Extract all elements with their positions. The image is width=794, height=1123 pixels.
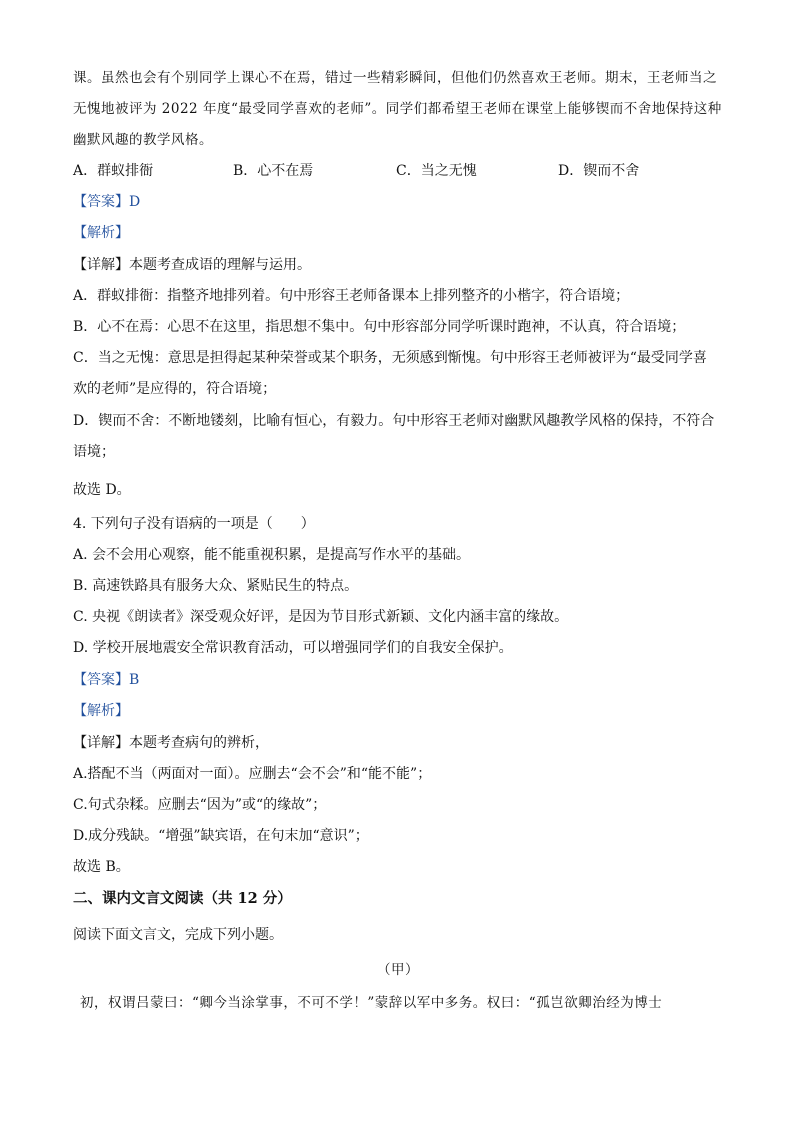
q3-detail-intro: 【详解】本题考查成语的理解与运用。 <box>73 257 311 273</box>
q3-detail-a: A．群蚁排衙：指整齐地排列着。句中形容王老师备课本上排列整齐的小楷字，符合语境； <box>73 288 630 304</box>
q3-answer-text: 【答案】D <box>73 194 141 210</box>
passage-top-line-1: 课。虽然也会有个别同学上课心不在焉，错过一些精彩瞬间，但他们仍然喜欢王老师。期末，王老师当之 <box>73 70 717 86</box>
q3-option-b: B．心不在焉 <box>233 163 314 179</box>
passage-label: （甲） <box>377 962 419 978</box>
q3-answer <box>73 192 723 212</box>
q4-option-a: A. 会不会用心观察，能不能重视积累，是提高写作水平的基础。 <box>73 547 471 563</box>
q4-answer: 【答案】B <box>73 672 140 688</box>
q3-conclusion: 故选 D。 <box>73 482 131 498</box>
q4-option-d: D. 学校开展地震安全常识教育活动，可以增强同学们的自我安全保护。 <box>73 640 513 656</box>
section-2-heading: 二、课内文言文阅读（共 12 分） <box>73 890 292 907</box>
q4-detail-c: C.句式杂糅。应删去“因为”或“的缘故”； <box>73 797 327 813</box>
q4-detail-a: A.搭配不当（两面对一面）。应删去“会不会”和“能不能”； <box>73 766 432 782</box>
q4-detail-d: D.成分残缺。“增强”缺宾语，在句末加“意识”； <box>73 828 369 844</box>
q3-detail-c-line-2: 欢的老师”是应得的，符合语境； <box>73 381 277 397</box>
q3-option-d: D．锲而不舍 <box>558 163 640 179</box>
passage-top-line-2: 无愧地被评为 2022 年度“最受同学喜欢的老师”。同学们都希望王老师在课堂上能够锲而不舍地保持这种 <box>73 101 722 117</box>
passage-top-line-3: 幽默风趣的教学风格。 <box>73 132 213 148</box>
q4-analysis-label: 【解析】 <box>73 703 129 719</box>
q3-option-c: C．当之无愧 <box>396 163 477 179</box>
q4-option-b: B. 高速铁路具有服务大众、紧贴民生的特点。 <box>73 578 359 594</box>
q3-option-a: A．群蚁排衙 <box>73 163 154 179</box>
q4-option-c: C. 央视《朗读者》深受观众好评，是因为节目形式新颖、文化内涵丰富的缘故。 <box>73 609 569 625</box>
q4-question: 4. 下列句子没有语病的一项是（ ） <box>73 516 315 532</box>
q3-detail-d-line-2: 语境； <box>73 444 115 460</box>
q3-detail-c-line-1: C．当之无愧：意思是担得起某种荣誉或某个职务，无须感到惭愧。句中形容王老师被评为“最受同学喜 <box>73 350 707 366</box>
passage-line-1: 初，权谓吕蒙曰：“卿今当涂掌事，不可不学！”蒙辞以军中多务。权曰：“孤岂欲卿治经为博士 <box>80 995 663 1011</box>
q3-detail-d-line-1: D．锲而不舍：不断地镂刻，比喻有恒心，有毅力。句中形容王老师对幽默风趣教学风格的保持，不符合 <box>73 413 715 429</box>
q3-detail-b: B．心不在焉：心思不在这里，指思想不集中。句中形容部分同学听课时跑神，不认真，符合语境； <box>73 319 686 335</box>
section-2-instruction: 阅读下面文言文，完成下列小题。 <box>73 927 283 943</box>
q3-analysis-label: 【解析】 <box>73 225 129 241</box>
q4-detail-intro: 【详解】本题考查病句的辨析， <box>73 735 269 751</box>
q4-conclusion: 故选 B。 <box>73 859 130 875</box>
